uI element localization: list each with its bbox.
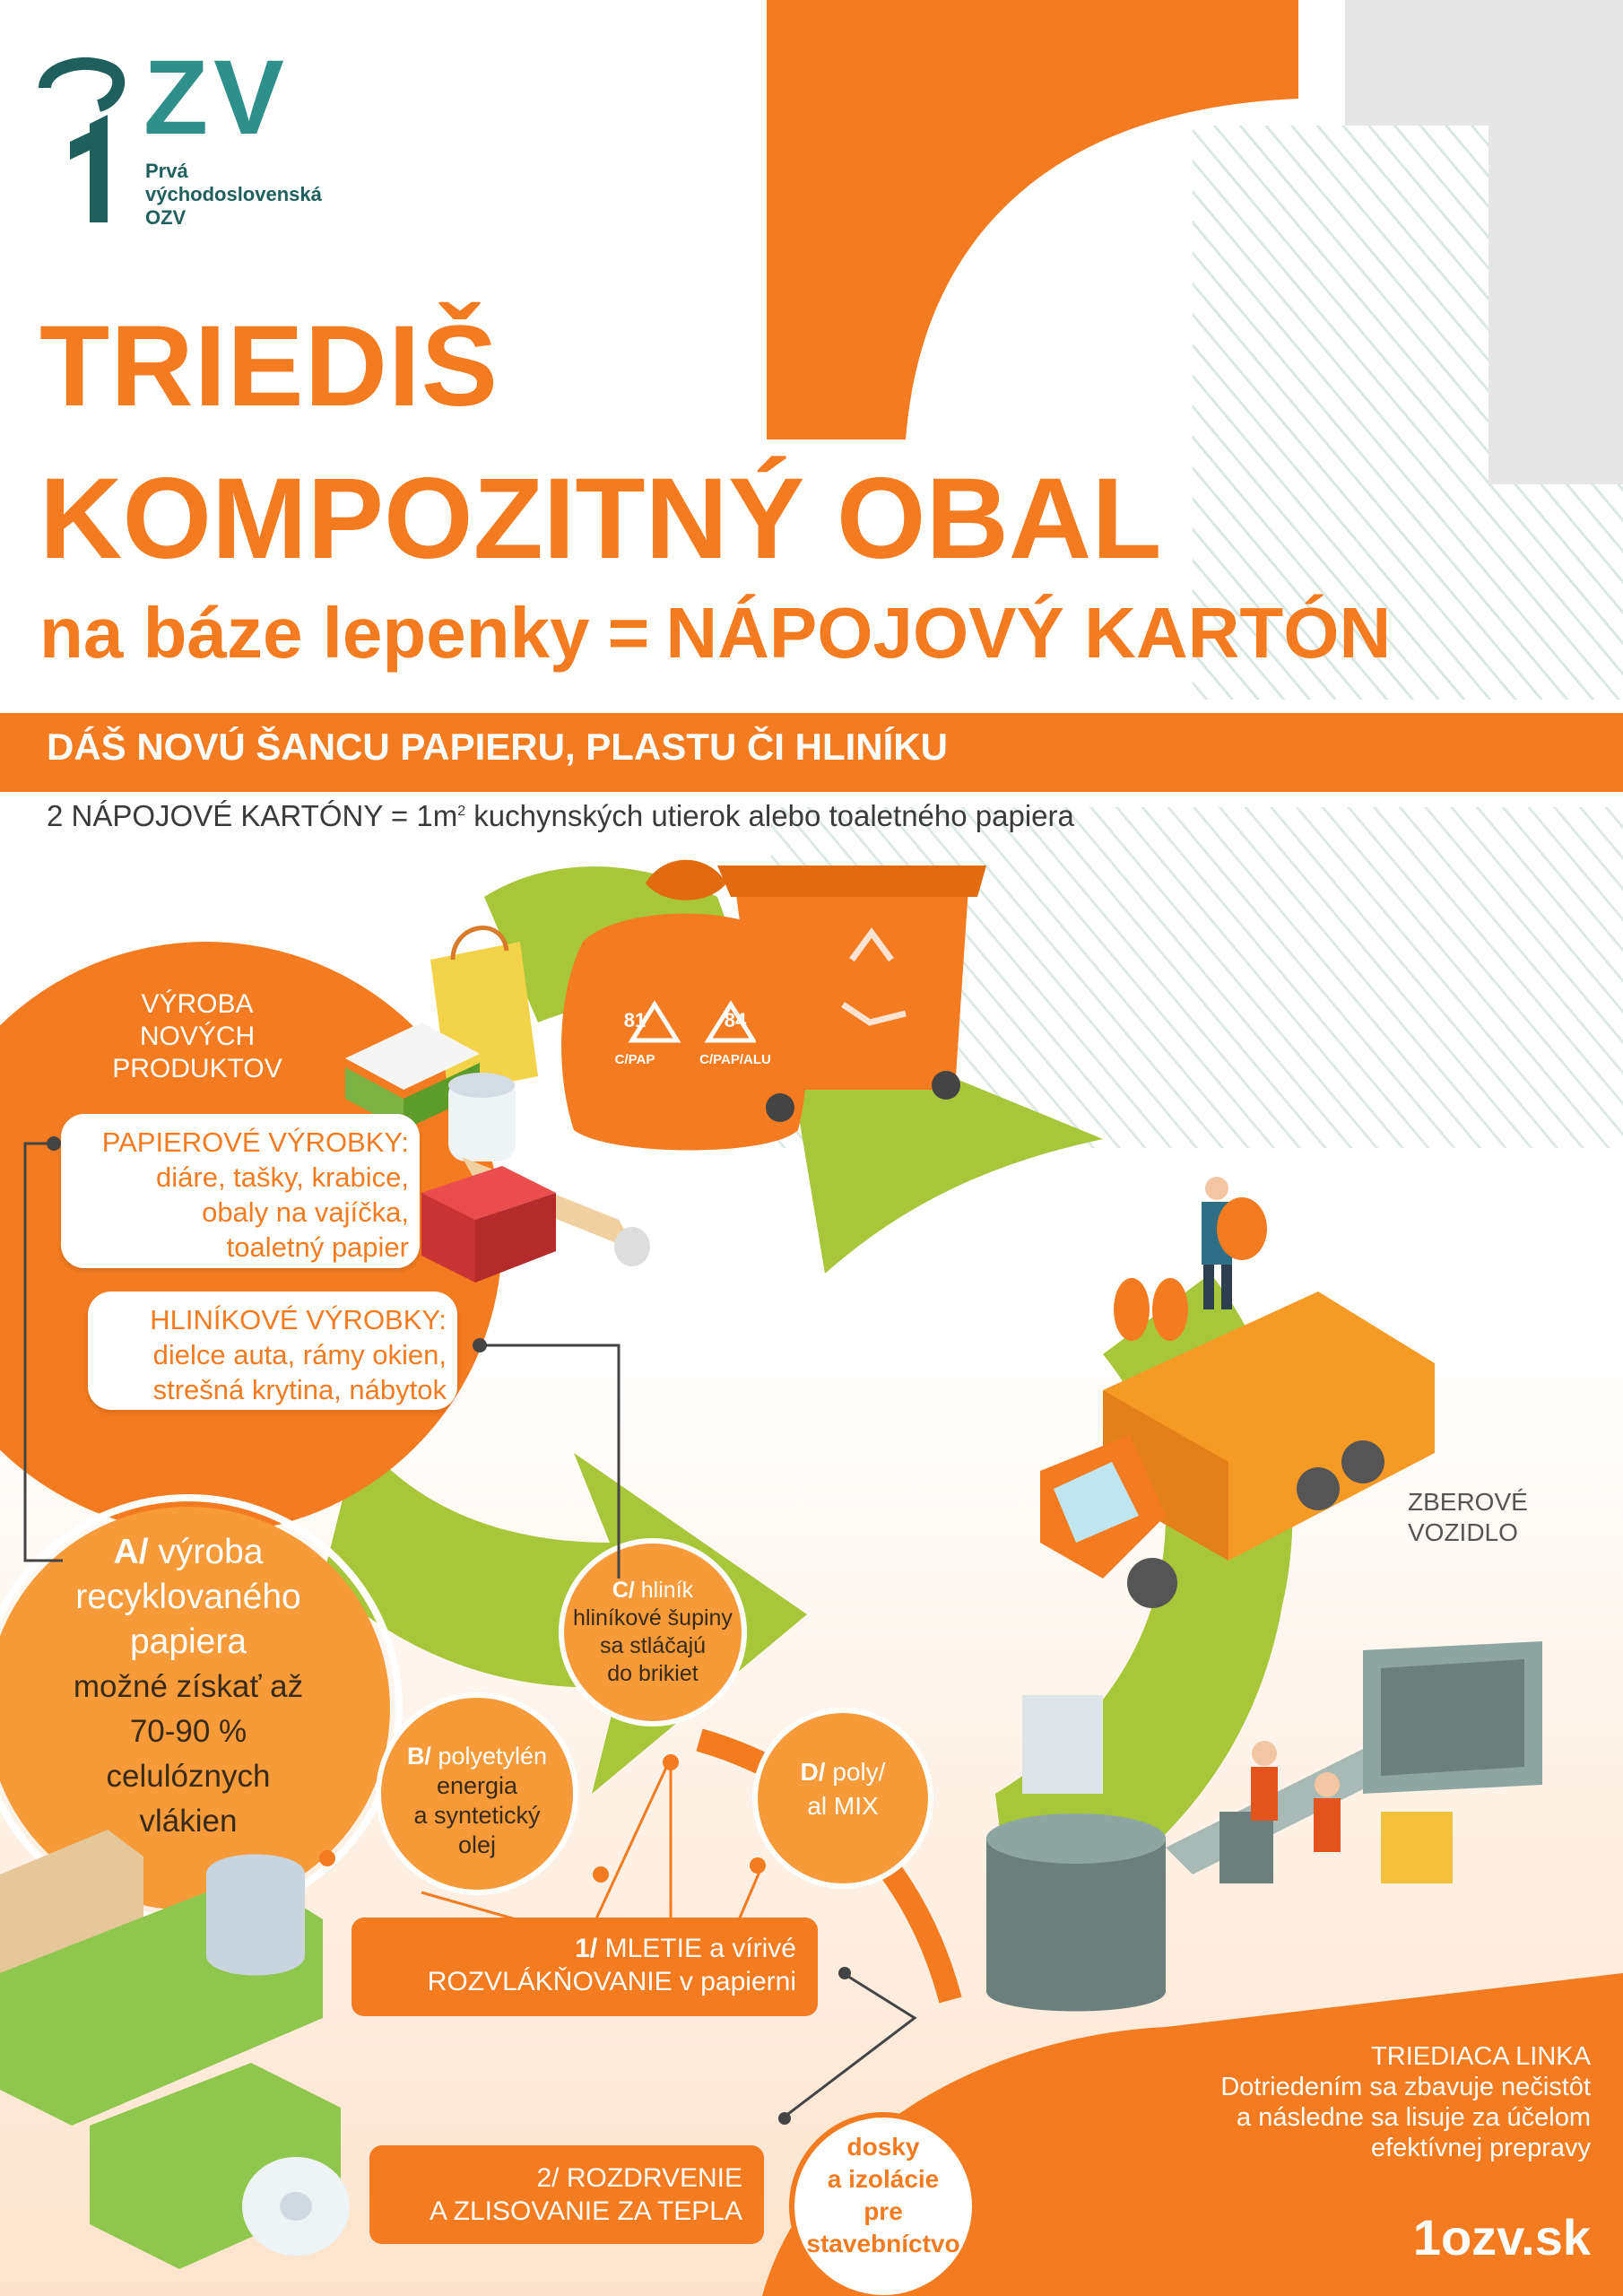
headline-line-2: KOMPOZITNÝ OBAL <box>39 455 1162 583</box>
recycling-code-84: 84 C/PAP/ALU <box>699 1009 771 1067</box>
step-a-text: A/ výroba recyklovaného papiera možné získať až 70-90 % celulóznych vlákien <box>73 1533 304 1839</box>
logo-subtitle: Prvá východoslovenská OZV <box>145 160 322 229</box>
number-one-logo-icon <box>36 52 143 222</box>
step-1-text: 1/ MLETIE a vírivé ROZVLÁKŇOVANIE v papierni <box>427 1934 796 1996</box>
banner-text: DÁŠ NOVÚ ŠANCU PAPIERU, PLASTU ČI HLINÍKU <box>47 726 948 768</box>
recycling-code-81: 81 C/PAP <box>614 1009 655 1067</box>
new-products-title: VÝROBA NOVÝCH PRODUKTOV <box>112 989 282 1083</box>
vehicle-label: ZBEROVÉ VOZIDLO <box>1408 1488 1528 1546</box>
paper-products-text: PAPIEROVÉ VÝROBKY: diáre, tašky, krabice, obaly na vajíčka, toaletný papier <box>101 1126 409 1263</box>
boards-text: dosky a izolácie pre stavebníctvo <box>806 2133 960 2257</box>
toilet-roll-illustration <box>448 1073 516 1161</box>
fact-text: 2 NÁPOJOVÉ KARTÓNY = $1m^2$ kuchynských utierok alebo toaletného papiera <box>47 799 1074 832</box>
website-link[interactable]: 1ozv.sk <box>1412 2209 1591 2266</box>
logo-name: ZV <box>143 39 290 157</box>
sorting-line-label: TRIEDIACA LINKA Dotriedením sa zbavuje nečistôt a následne sa lisuje za účelom efektívnej prepravy <box>1220 2042 1591 2162</box>
step-2-text: 2/ ROZDRVENIE A ZLISOVANIE ZA TEPLA <box>429 2163 742 2226</box>
step-c-text: C/ hliník hliníkové šupiny sa stláčajú do brikiet <box>573 1578 733 1686</box>
headline-line-3: na báze lepenky = NÁPOJOVÝ KARTÓN <box>39 593 1392 673</box>
headline-line-1: TRIEDIŠ <box>39 302 499 430</box>
step-b-text: B/ polyetylén energia a syntetický olej <box>406 1743 548 1858</box>
step-d-text: D/ poly/ al MIX <box>800 1758 886 1820</box>
aluminium-products-text: HLINÍKOVÉ VÝROBKY: dielce auta, rámy okien, strešná krytina, nábytok <box>150 1304 447 1405</box>
